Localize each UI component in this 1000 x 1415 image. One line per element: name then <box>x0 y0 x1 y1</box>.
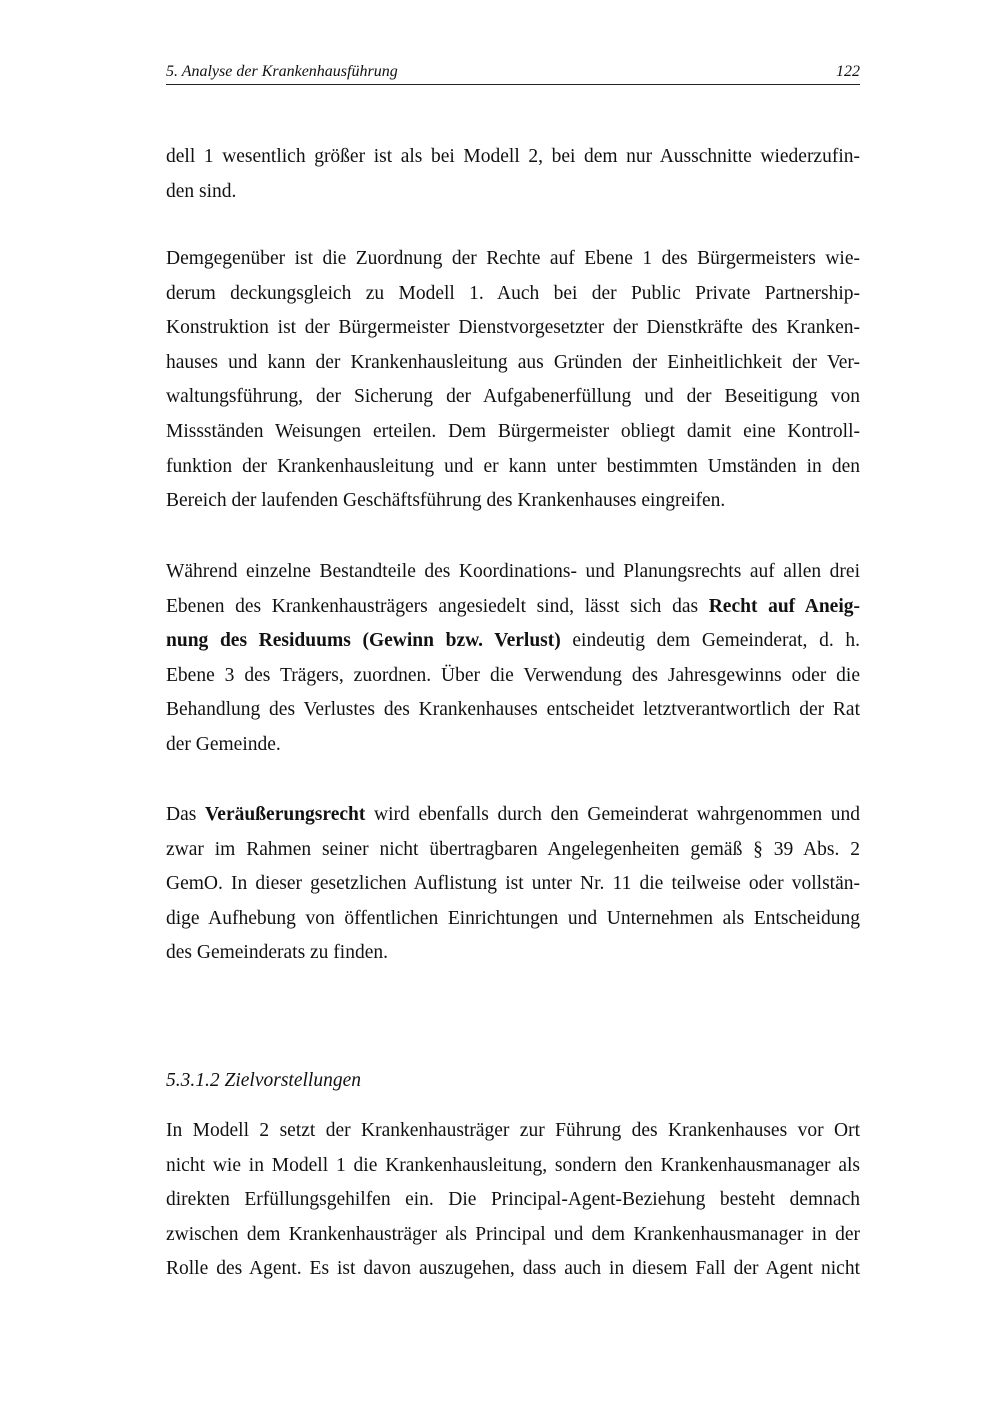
text-line: Konstruktion ist der Bürgermeister Dienstvorgesetzter der Dienstkräfte des Kranken- <box>166 317 860 339</box>
text-line: des Gemeinderats zu finden. <box>166 942 389 964</box>
text-line: zwischen dem Krankenhausträger als Principal und dem Krankenhausmanager in der <box>166 1223 860 1245</box>
text-line: dige Aufhebung von öffentlichen Einrichtungen und Unternehmen als Entscheidung <box>166 907 860 929</box>
text-line: der Gemeinde. <box>166 733 281 755</box>
text-run: eindeutig dem Gemeinderat, d. h. <box>560 630 860 652</box>
bold-term: Recht auf Aneig- <box>708 595 860 617</box>
text-line <box>166 624 860 659</box>
paragraph-1 <box>166 140 860 209</box>
text-line: den sind. <box>166 180 237 202</box>
text-line: Missständen Weisungen erteilen. Dem Bürgermeister obliegt damit eine Kontroll- <box>166 420 860 442</box>
paragraph-4 <box>166 798 860 971</box>
bold-term: nung des Residuums (Gewinn bzw. Verlust) <box>166 630 561 652</box>
text-line <box>166 798 860 833</box>
paragraph-3 <box>166 555 860 763</box>
text-line: derum deckungsgleich zu Modell 1. Auch bei der Public Private Partnership- <box>166 282 860 304</box>
paragraph-2 <box>166 242 860 519</box>
text-line: Bereich der laufenden Geschäftsführung des Krankenhauses eingreifen. <box>166 490 726 512</box>
paragraph-5 <box>166 1114 860 1287</box>
page-number: 122 <box>836 63 860 80</box>
text-line: zwar im Rahmen seiner nicht übertragbaren Angelegenheiten gemäß § 39 Abs. 2 <box>166 838 860 860</box>
section-heading: 5.3.1.2 Zielvorstellungen <box>166 1070 361 1091</box>
running-header <box>166 62 860 85</box>
text-line: waltungsführung, der Sicherung der Aufgabenerfüllung und der Beseitigung von <box>166 386 860 408</box>
chapter-title: 5. Analyse der Krankenhausführung <box>166 63 398 80</box>
text-line: dell 1 wesentlich größer ist als bei Modell 2, bei dem nur Ausschnitte wiederzufin- <box>166 146 860 167</box>
text-line: Ebene 3 des Trägers, zuordnen. Über die Verwendung des Jahresgewinns oder die <box>166 664 860 686</box>
text-line: nicht wie in Modell 1 die Krankenhausleitung, sondern den Krankenhausmanager als <box>166 1154 860 1176</box>
text-line: funktion der Krankenhausleitung und er kann unter bestimmten Umständen in den <box>166 455 860 477</box>
bold-term: Veräußerungsrecht <box>205 804 366 825</box>
text-line: Während einzelne Bestandteile des Koordinations- und Planungsrechts auf allen drei <box>166 561 860 582</box>
text-run: wird ebenfalls durch den Gemeinderat wahrgenommen und <box>365 804 861 825</box>
text-line: Demgegenüber ist die Zuordnung der Rechte auf Ebene 1 des Bürgermeisters wie- <box>166 248 860 269</box>
text-run: Ebenen des Krankenhausträgers angesiedelt sind, lässt sich das <box>166 595 709 617</box>
text-line: Rolle des Agent. Es ist davon auszugehen, dass auch in diesem Fall der Agent nicht <box>166 1258 860 1280</box>
text-run: Das <box>166 804 206 825</box>
text-line: In Modell 2 setzt der Krankenhausträger zur Führung des Krankenhauses vor Ort <box>166 1120 860 1141</box>
text-line: Behandlung des Verlustes des Krankenhauses entscheidet letztverantwortlich der Rat <box>166 699 860 721</box>
text-line <box>166 590 860 625</box>
text-line: direkten Erfüllungsgehilfen ein. Die Principal-Agent-Beziehung besteht demnach <box>166 1189 860 1211</box>
text-line: hauses und kann der Krankenhausleitung aus Gründen der Einheitlichkeit der Ver- <box>166 351 860 373</box>
text-line: GemO. In dieser gesetzlichen Auflistung ist unter Nr. 11 die teilweise oder vollstän- <box>166 873 860 895</box>
